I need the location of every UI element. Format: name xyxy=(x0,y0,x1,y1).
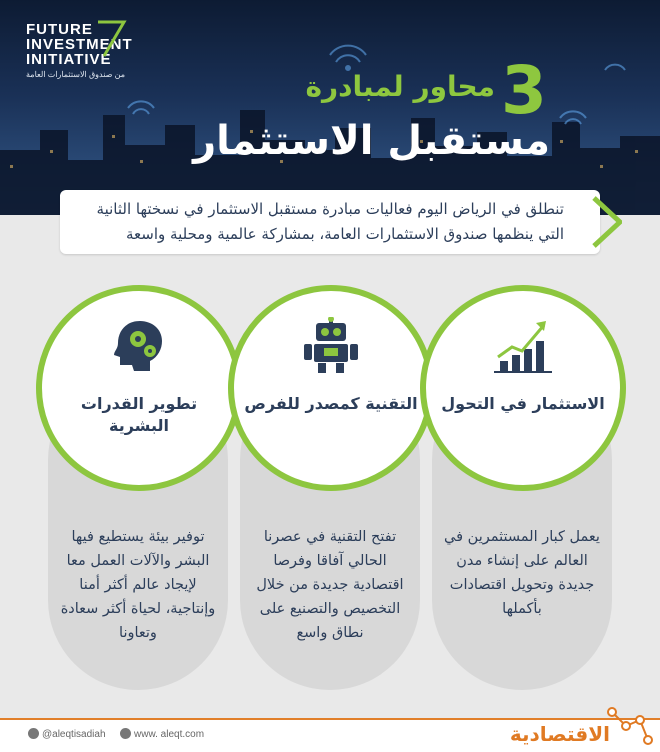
logo-subtitle: من صندوق الاستثمارات العامة xyxy=(26,70,126,79)
logo-line-2: INVESTMENT xyxy=(26,36,133,53)
logo-slash-icon xyxy=(94,18,128,58)
circle-human-development xyxy=(36,285,242,491)
head-gears-icon xyxy=(110,317,168,373)
column-body: يعمل كبار المستثمرين في العالم على إنشاء مدن جديدة وتحويل اقتصادات بأكملها xyxy=(444,529,600,617)
twitter-text: @aleqtisadiah xyxy=(42,729,106,740)
robot-icon xyxy=(302,317,360,373)
column-title: الاستثمار في التحول xyxy=(441,394,605,413)
fii-logo xyxy=(26,22,133,79)
intro-accent-icon xyxy=(570,196,622,248)
number-three: 3 xyxy=(501,52,547,129)
twitter-icon xyxy=(28,728,39,739)
globe-icon xyxy=(120,728,131,739)
title-line-1: محاور لمبادرة xyxy=(305,70,495,103)
logo-line-3: INITIATIVE xyxy=(26,51,112,68)
growth-chart-icon xyxy=(494,317,552,373)
intro-text: تنطلق في الرياض اليوم فعاليات مبادرة مستقبل الاستثمار في نسختها الثانية التي ينظمها صندوق الاستثمارات العامة، بمشاركة عالمية ومحلية واسعة xyxy=(96,200,564,243)
column-title: تطوير القدرات البشرية xyxy=(80,394,198,435)
circle-technology xyxy=(228,285,434,491)
footer xyxy=(0,718,660,752)
column-body: تفتح التقنية في عصرنا الحالي آفاقا وفرصا اقتصادية جديدة من خلال التخصيص والتصنيع على نطاق واسع xyxy=(256,529,404,641)
column-title: التقنية كمصدر للفرص xyxy=(244,394,418,413)
brand-wordmark: الاقتصادية xyxy=(509,722,610,746)
logo-line-1: FUTURE xyxy=(26,21,93,38)
twitter-handle[interactable] xyxy=(28,728,106,740)
intro-box xyxy=(60,190,600,254)
website-link[interactable] xyxy=(120,728,204,740)
website-text: www. aleqt.com xyxy=(134,729,205,740)
circle-investment xyxy=(420,285,626,491)
column-body: توفير بيئة يستطيع فيها البشر والآلات العمل معا لإيجاد عالم أكثر أمنا وإنتاجية، لحياة أكثر سعادة وتعاونا xyxy=(60,529,216,641)
footer-divider xyxy=(0,718,660,720)
brand-network-icon xyxy=(606,702,654,750)
header-banner xyxy=(0,0,660,215)
title-line-2: مستقبل الاستثمار xyxy=(193,118,550,164)
